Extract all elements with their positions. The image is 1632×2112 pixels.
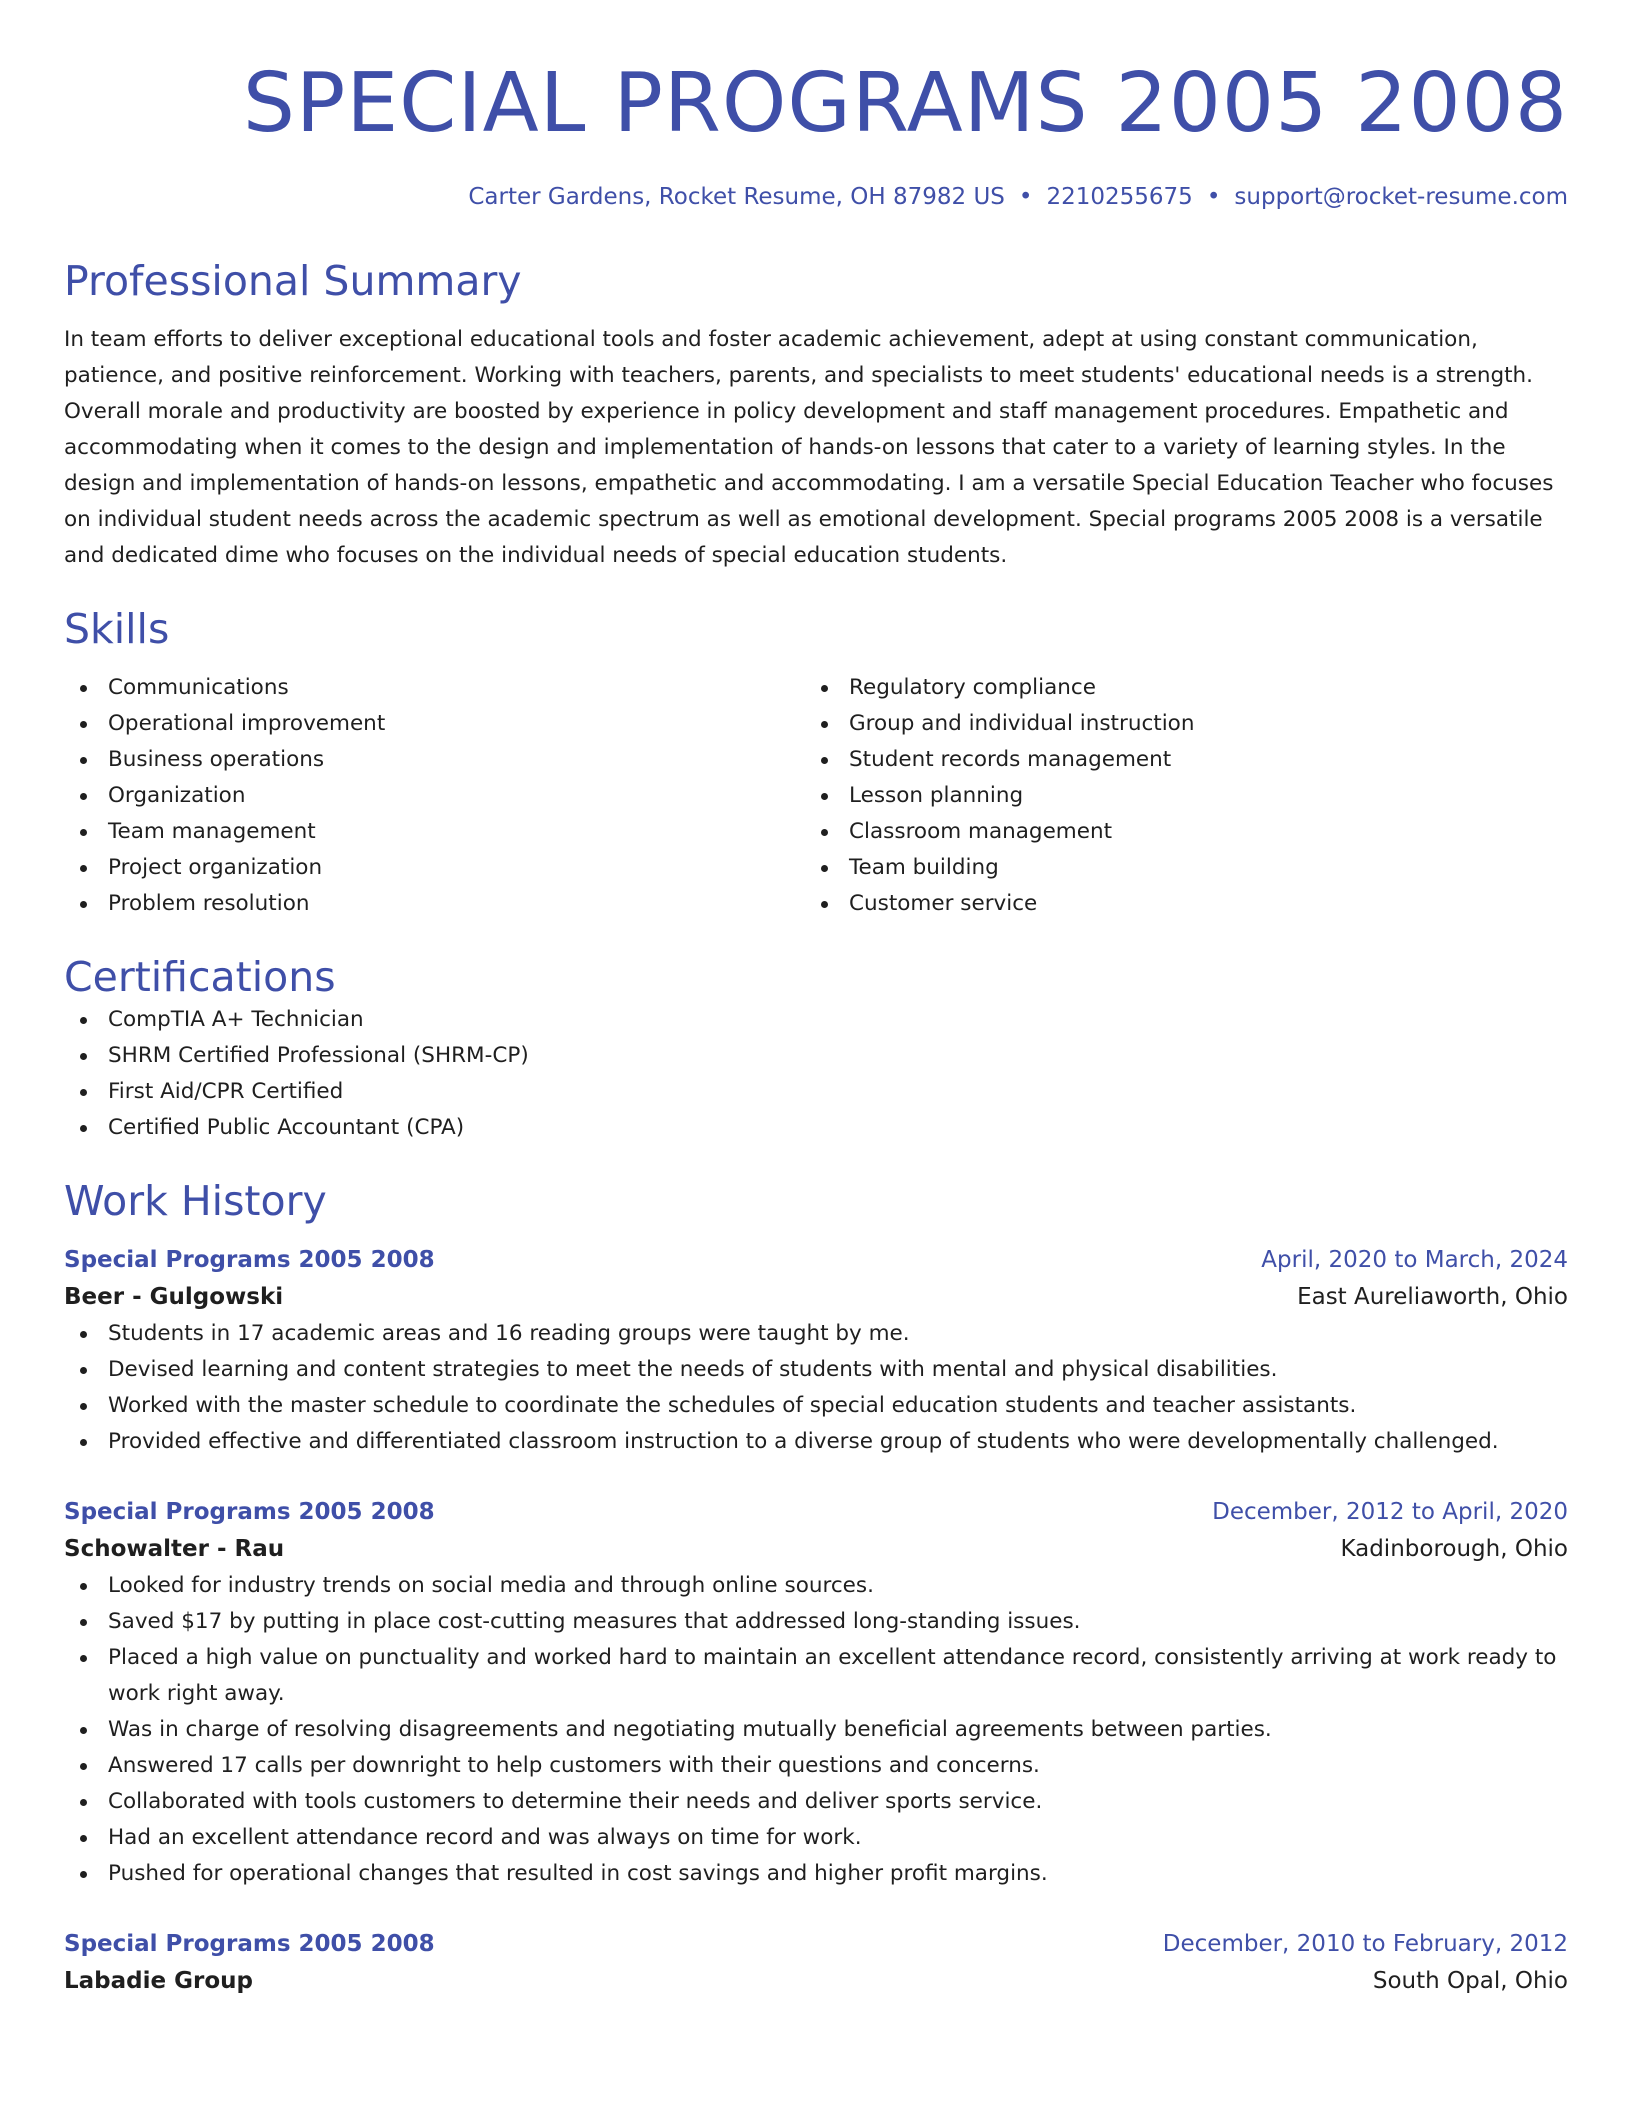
contact-separator: • [1018,184,1033,210]
skill-item: Classroom management [805,814,1546,850]
skills-section [64,604,1568,922]
certifications-section [64,952,1568,1146]
job-company: Beer - Gulgowski [64,1284,284,1310]
skills-grid [64,670,1568,922]
skill-item: Lesson planning [805,778,1546,814]
certification-item: CompTIA A+ Technician [64,1002,1568,1038]
contact-line [64,182,1568,212]
job-bullet: Collaborated with tools customers to determine their needs and deliver sports service. [64,1784,1568,1820]
work-history-section [64,1176,1568,2000]
summary-heading: Professional Summary [64,257,522,305]
job-bullet: Saved $17 by putting in place cost-cutting measures that addressed long-standing issues. [64,1604,1568,1640]
job-title: Special Programs 2005 2008 [64,1931,435,1957]
job-company-row [64,1530,1568,1568]
job-bullet: Students in 17 academic areas and 16 reading groups were taught by me. [64,1316,1568,1352]
job-entry [64,1242,1568,1460]
job-header-row [64,1494,1568,1530]
job-bullet: Pushed for operational changes that resulted in cost savings and higher profit margins. [64,1856,1568,1892]
job-bullet: Looked for industry trends on social media and through online sources. [64,1568,1568,1604]
certification-item: SHRM Certified Professional (SHRM-CP) [64,1038,1568,1074]
job-dates: December, 2010 to February, 2012 [1162,1931,1568,1957]
skills-list-right [805,670,1546,922]
job-title: Special Programs 2005 2008 [64,1247,435,1273]
certifications-heading: Certifications [64,953,336,1001]
skill-item: Customer service [805,886,1546,922]
skill-item: Group and individual instruction [805,706,1546,742]
job-bullet: Was in charge of resolving disagreements and negotiating mutually beneficial agreements between parties. [64,1712,1568,1748]
skill-item: Organization [64,778,805,814]
job-bullet: Answered 17 calls per downright to help customers with their questions and concerns. [64,1748,1568,1784]
job-entry [64,1926,1568,2000]
contact-phone: 2210255675 [1046,184,1193,210]
job-dates: December, 2012 to April, 2020 [1212,1499,1568,1525]
job-dates: April, 2020 to March, 2024 [1261,1247,1568,1273]
skill-item: Operational improvement [64,706,805,742]
certification-item: First Aid/CPR Certified [64,1074,1568,1110]
job-bullet-list [64,1316,1568,1460]
summary-text: In team efforts to deliver exceptional educational tools and foster academic achievement, adept at using constant communication, patience, and positive reinforcement. Working with teachers, parents, and specialists to meet students' educational needs is a strength. Overall morale and productivity are boosted by experience in policy development and staff management procedures. Empathetic and accommodating when it comes to the design and implementation of hands-on lessons that cater to a variety of learning styles. In the design and implementation of hands-on lessons, empathetic and accommodating. I am a versatile Special Education Teacher who focuses on individual student needs across the academic spectrum as well as emotional development. Special programs 2005 2008 is a versatile and dedicated dime who focuses on the individual needs of special education students. [64,327,1554,568]
certification-item: Certified Public Accountant (CPA) [64,1110,1568,1146]
certifications-list [64,1002,1568,1146]
resume-header [64,0,1568,212]
job-bullet-list [64,1568,1568,1892]
summary-section [64,256,1568,574]
skill-item: Team management [64,814,805,850]
work-history-heading: Work History [64,1177,327,1225]
job-company-row [64,1278,1568,1316]
job-location: South Opal, Ohio [1372,1968,1568,1994]
job-bullet: Provided effective and differentiated classroom instruction to a diverse group of students who were developmentally challenged. [64,1424,1568,1460]
contact-email: support@rocket-resume.com [1234,184,1568,210]
job-location: East Aureliaworth, Ohio [1297,1284,1568,1310]
job-bullet: Placed a high value on punctuality and worked hard to maintain an excellent attendance record, consistently arriving at work ready to work right away. [64,1640,1568,1712]
job-header-row [64,1926,1568,1962]
job-header-row [64,1242,1568,1278]
contact-address: Carter Gardens, Rocket Resume, OH 87982 US [468,184,1005,210]
skill-item: Project organization [64,850,805,886]
job-title: Special Programs 2005 2008 [64,1499,435,1525]
job-bullet: Devised learning and content strategies to meet the needs of students with mental and physical disabilities. [64,1352,1568,1388]
candidate-name: SPECIAL PROGRAMS 2005 2008 [242,56,1568,151]
job-company: Labadie Group [64,1968,253,1994]
skill-item: Team building [805,850,1546,886]
skills-heading: Skills [64,605,170,653]
skill-item: Business operations [64,742,805,778]
skills-list-left [64,670,805,922]
skill-item: Problem resolution [64,886,805,922]
job-company: Schowalter - Rau [64,1536,285,1562]
skill-item: Regulatory compliance [805,670,1546,706]
job-location: Kadinborough, Ohio [1340,1536,1568,1562]
job-bullet: Worked with the master schedule to coordinate the schedules of special education students and teacher assistants. [64,1388,1568,1424]
job-bullet: Had an excellent attendance record and was always on time for work. [64,1820,1568,1856]
skill-item: Student records management [805,742,1546,778]
contact-separator: • [1206,184,1221,210]
job-entry [64,1494,1568,1892]
job-company-row [64,1962,1568,2000]
skill-item: Communications [64,670,805,706]
